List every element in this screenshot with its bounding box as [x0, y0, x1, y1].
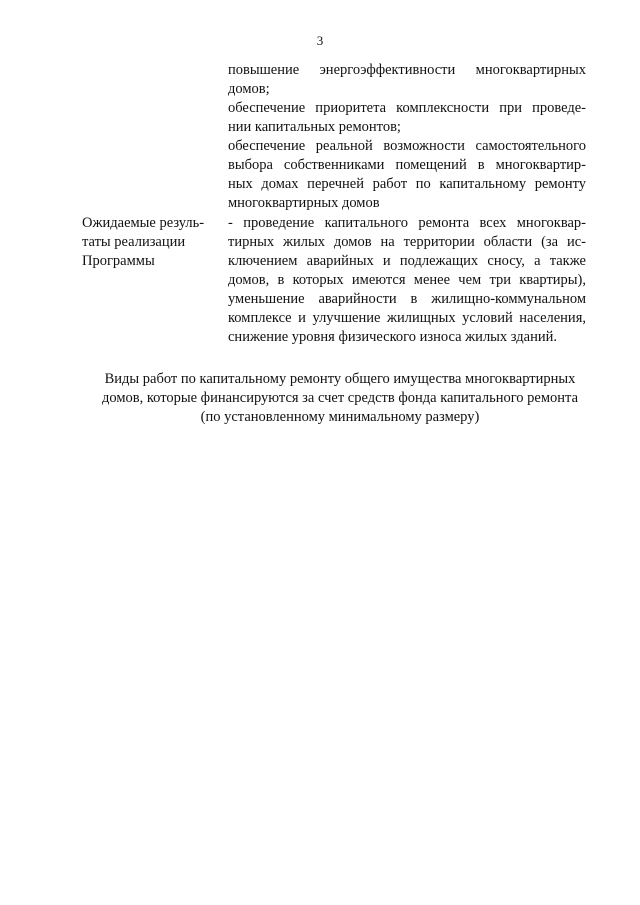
result-line: уменьшение аварийности в жилищно-коммунальном [228, 291, 586, 307]
section-heading [60, 370, 620, 427]
page-number: 3 [316, 33, 324, 48]
label-line: Ожидаемые резуль- [82, 215, 205, 231]
result-line: снижение уровня физического износа жилых зданий. [228, 329, 557, 345]
goal-line: повышение энергоэффективности многоквартирных [228, 62, 586, 78]
goal-line: выбора собственниками помещений в многоквартир- [228, 157, 586, 173]
heading-line: Виды работ по капитальному ремонту общего имущества многоквартирных [104, 371, 576, 387]
label-line: Программы [82, 253, 155, 269]
heading-line: (по установленному минимальному размеру) [200, 409, 480, 425]
expected-results-text [228, 214, 586, 347]
result-line: тирных жилых домов на территории области (за ис- [228, 234, 586, 250]
label-line: таты реализации [82, 234, 186, 250]
goal-line: домов; [228, 81, 270, 97]
heading-line: домов, которые финансируются за счет средств фонда капитального ремонта [101, 390, 578, 406]
program-goals-list [228, 61, 586, 213]
result-line: ключением аварийных и подлежащих сносу, а также [228, 253, 586, 269]
goal-line: ных домах перечней работ по капитальному ремонту [228, 176, 586, 192]
result-line: - проведение капитального ремонта всех многоквар- [228, 215, 586, 231]
goal-line: обеспечение реальной возможности самостоятельного [228, 138, 586, 154]
goal-line: обеспечение приоритета комплексности при проведе- [228, 100, 586, 116]
result-line: комплексе и улучшение жилищных условий населения, [228, 310, 586, 326]
result-line: домов, в которых имеются менее чем три квартиры), [228, 272, 586, 288]
goal-line: нии капитальных ремонтов; [228, 119, 401, 135]
goal-line: многоквартирных домов [228, 195, 380, 211]
expected-results-label [82, 214, 222, 271]
